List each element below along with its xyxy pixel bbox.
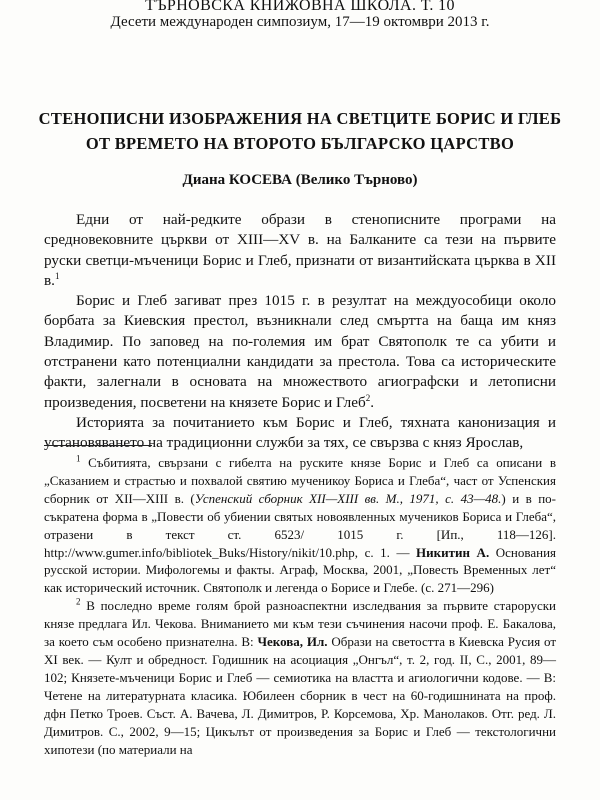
footnote-1-number: 1 [76,453,81,464]
title-line-2: ОТ ВРЕМЕТО НА ВТОРОТО БЪЛГАРСКО ЦАРСТВО [85,134,515,153]
paragraph-2-text: Борис и Глеб загиват през 1015 г. в резултат на междуособици около борбата за Киевския престол, възникнали след смъртта на баща им княз Владимир. По заповед на по-големия им брат Святополк те са убити и отстранени като потенциални кандидати за престола. Това са историческите факти, залегнали в основата на множеството агиографски и летописни произведения, посветени на князете Борис и Глеб [44,292,556,411]
paragraph-2-end: . [370,393,375,411]
footnote-2 [44,597,556,758]
footnote-2-author: Чекова, Ил. [257,634,328,650]
series-title: ТЪРНОВСКА КНИЖОВНА ШКОЛА. Т. 10 [145,0,455,14]
footnote-ref-1: 1 [54,270,60,281]
footnote-divider [44,445,152,446]
footnote-1-text-b: ) и в по-съкратена форма в „Повести об убиении святых новоявленных мучеников Бориса и Глеба“, отразени в текст ст. 6523/ 1015 г. [Ип., 118—126]. http://www.gumer.info/bibliotek_Buks/History/nikit/10.php, с. 1. — [44,490,556,560]
running-header [0,0,600,31]
footnote-2-text-b: Образи на светостта в Киевска Русия от XI век. — Култ и обредност. Годишник на асоциация „Онгъл“, т. 2, год. II, С., 2001, 89—102; Князете-мъченици Борис и Глеб — семиотика на властта и агиологични кодове. — В: Четене на литературната класика. Юбилеен сборник в чест на 60-годишнината на проф. дфн Петко Троев. Съст. А. Вачева, Л. Димитров, Р. Корсемова, Хр. Манолаков. Отг. ред. Л. Димитров. С., 2002, 9—15; Цикълът от произведения за Борис и Глеб — текстологични хипотези (по материали на [44,634,556,757]
footnote-2-number: 2 [76,596,81,607]
footnote-1-author: Никитин А. [416,544,490,560]
paragraph-2 [44,291,556,413]
article-title [0,106,600,156]
paragraph-1-text: Едни от най-редките образи в стенописните програми на средновековните църкви от XIII—XV в. на Балканите са тези на първите руски светци-мъченици Борис и Глеб, признати от византийската църква в XII в. [44,211,556,289]
title-line-1: СТЕНОПИСНИ ИЗОБРАЖЕНИЯ НА СВЕТЦИТЕ БОРИС И ГЛЕБ [38,109,562,128]
article-body [44,210,556,454]
footnote-1-text-a: Събитията, свързани с гибелта на руските князе Борис и Глеб са описани в „Сказанием и страстью и похвалой святию мученикоу Бориса и Глеба“, част от Успенския сборник от XII—XIII в. ( [44,455,556,506]
footnote-ref-2: 2 [365,392,371,403]
footnote-1 [44,454,556,597]
author-line: Диана КОСЕВА (Велико Търново) [182,172,418,188]
footnote-2-text-a: В последно време голям брой разноаспектни изследвания за първите староруски князе предлага Ил. Чекова. Вниманието ми към тези съчинения насочи проф. Е. Бакалова, за което съм особено признателна. В: [44,598,556,650]
footnotes [44,454,556,758]
footnote-1-italic: Успенский сборник XII—XIII вв. М., 1971, с. 43—48. [194,490,502,506]
symposium-line: Десети международен симпозиум, 17—19 октомври 2013 г. [110,13,490,30]
footnote-1-text-c: Основания русской истории. Мифологемы и факты. Аграф, Москва, 2001, „Повесть Временных лет“ как исторический источник. Святополк и легенда о Борисе и Глебе. (с. 271—296) [44,544,557,596]
paragraph-1 [44,210,556,291]
paragraph-3: Историята за почитанието към Борис и Глеб, тяхната канонизация и установяването на традиционни служби за тях, се свързва с княз Ярослав, [44,413,556,452]
